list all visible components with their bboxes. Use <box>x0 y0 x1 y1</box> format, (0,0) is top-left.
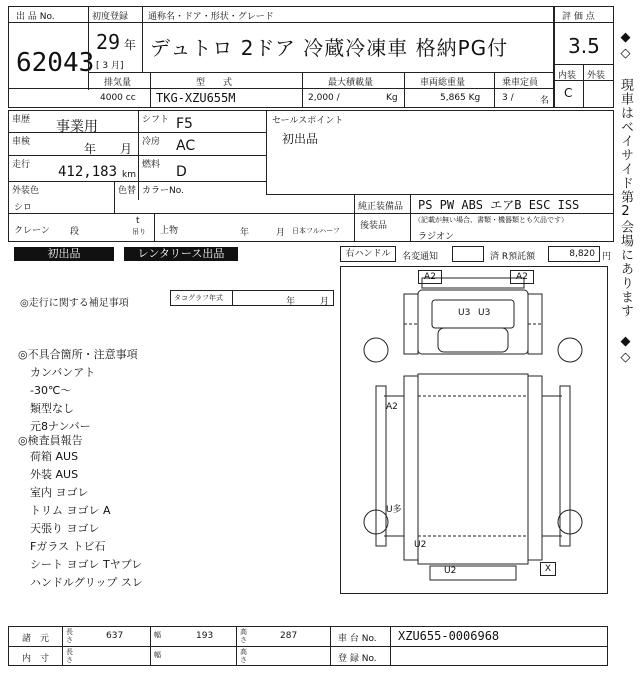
first-reg-year-unit: 年 <box>124 38 137 52</box>
header-line-3 <box>8 88 554 89</box>
height-value: 287 <box>280 631 298 641</box>
lot-label-divider <box>8 22 88 23</box>
damage-mark: A2 <box>418 270 442 284</box>
tachograph-label: タコグラフ年式 <box>174 294 223 302</box>
reg-label: 登 録 No. <box>338 654 377 664</box>
footer-mid <box>8 646 608 647</box>
damage-mark: U2 <box>444 566 457 576</box>
crane-label: クレーン <box>14 226 50 236</box>
standard-equip-value: PS PW ABS エアB ESC ISS <box>418 198 580 212</box>
exterior-label: 外装 <box>587 71 606 81</box>
defect-item: カンバンアト <box>30 366 96 379</box>
recycle-amount: 8,820 <box>548 246 600 262</box>
displacement-label: 排気量 <box>104 78 132 88</box>
rhd-box: 右ハンドル <box>340 246 396 262</box>
fuel-label: 燃料 <box>142 160 161 170</box>
recycle-unit: 円 <box>602 252 612 262</box>
in-width-label: 幅 <box>154 651 161 659</box>
length-label: 長さ <box>66 628 73 644</box>
rating-sub-divider-2 <box>554 80 614 81</box>
lot-divider <box>88 6 89 90</box>
inspector-item: 天張り ヨゴレ <box>30 522 100 535</box>
color-no-label: カラーNo. <box>142 186 184 196</box>
details-line-1 <box>8 132 266 133</box>
inspector-item: 室内 ヨゴレ <box>30 486 89 499</box>
header-line-1 <box>88 22 554 23</box>
type-value: TKG-XZU655M <box>156 91 236 105</box>
f-div-1 <box>150 626 151 666</box>
in-height-label: 高さ <box>240 648 247 664</box>
rental-badge: レンタリース出品 <box>124 247 238 261</box>
mileage-label: 走行 <box>12 160 31 170</box>
capacity-unit: 名 <box>540 96 550 106</box>
ac-value: AC <box>176 138 196 154</box>
h-div-3 <box>404 72 405 108</box>
gross-weight-label: 車両総重量 <box>420 78 466 88</box>
lot-number: 62043 <box>16 48 95 78</box>
defect-item: -30℃～ <box>30 384 72 397</box>
lift-month: 月 <box>276 228 286 238</box>
rating-label-divider <box>554 22 614 23</box>
type-label: 型 式 <box>196 78 233 88</box>
displacement-value: 4000 cc <box>100 93 136 103</box>
dims-label: 諸 元 <box>22 634 50 644</box>
truck-diagram <box>340 266 608 594</box>
height-label: 高さ <box>240 628 247 644</box>
width-label: 幅 <box>154 631 161 639</box>
damage-mark: A2 <box>386 402 398 412</box>
aftermarket-value: ラジオン <box>418 232 455 242</box>
shift-label: シフト <box>142 115 170 125</box>
name-change-box <box>452 246 484 262</box>
crane-div <box>154 213 155 242</box>
history-value: 事業用 <box>56 119 98 135</box>
h-div-2 <box>302 72 303 108</box>
interior-label: 内装 <box>558 71 577 81</box>
tachograph-div <box>232 290 233 306</box>
color-label: 外装色 <box>12 186 40 196</box>
equip-div <box>354 194 355 242</box>
inspector-item: 外装 AUS <box>30 468 79 481</box>
capacity-value: 3 / <box>502 93 514 103</box>
damage-mark: U3 <box>478 308 491 318</box>
model-name: デュトロ 2ドア 冷蔵冷凍車 格納PG付 <box>150 36 509 60</box>
aftermarket-label: 後装品 <box>360 221 388 231</box>
details-div-2 <box>266 110 267 194</box>
first-reg-month: [ 3 月] <box>96 61 124 71</box>
crane-ton: t <box>136 216 140 226</box>
interior-grade: C <box>564 86 573 100</box>
width-value: 193 <box>196 631 214 641</box>
capacity-label: 乗車定員 <box>502 78 539 88</box>
max-load-value: 2,000 / <box>308 93 340 103</box>
mileage-unit: km <box>122 170 136 180</box>
rating-col-divider <box>583 64 584 108</box>
inspector-item: Fガラス トビ石 <box>30 540 106 553</box>
details-line-4 <box>8 213 354 214</box>
recycle-label: 済 R預託額 <box>490 252 536 262</box>
lift-maker: 日本フルハーフ <box>292 227 340 235</box>
details-line-3 <box>8 181 266 182</box>
name-change-label: 名変通知 <box>402 252 439 262</box>
color-value: シロ <box>14 203 33 213</box>
h-div-4 <box>494 72 495 108</box>
color-change-label: 色替 <box>118 186 137 196</box>
tachograph-year: 年 <box>286 297 296 307</box>
h-div-1 <box>150 72 151 108</box>
standard-equip-label: 純正装備品 <box>358 202 404 212</box>
first-reg-year: 29 <box>96 30 121 54</box>
details-line-2 <box>8 155 266 156</box>
chassis-value: XZU655-0006968 <box>398 629 500 643</box>
ac-label: 冷房 <box>142 137 161 147</box>
header-line-2 <box>88 72 554 73</box>
mileage-value: 412,183 <box>58 164 118 180</box>
max-load-unit: Kg <box>386 93 398 103</box>
gross-weight-value: 5,865 Kg <box>440 93 481 103</box>
rating-sub-divider <box>554 64 614 65</box>
inspector-item: シート ヨゴレ Tヤブレ <box>30 558 143 571</box>
aftermarket-note: （記載が無い場合、書類・機器類とも欠品です） <box>414 216 568 224</box>
defects-label: ◎不具合箇所・注意事項 <box>18 348 138 361</box>
damage-mark: U2 <box>414 540 427 550</box>
lot-label: 出 品 No. <box>16 12 55 22</box>
shift-value: F5 <box>176 116 193 132</box>
sales-point-bottom <box>266 194 614 195</box>
f-div-2 <box>236 626 237 666</box>
inspection-label: 車検 <box>12 137 31 147</box>
inspection-month: 月 <box>120 142 133 156</box>
damage-mark: A2 <box>510 270 534 284</box>
sales-point-label: セールスポイント <box>272 116 344 126</box>
f-div-0 <box>62 626 63 666</box>
f-div-4 <box>390 626 391 666</box>
defect-item: 元8ナンバー <box>30 420 91 433</box>
inspector-item: トリム ヨゴレ A <box>30 504 111 517</box>
first-reg-divider <box>142 6 143 72</box>
interior-dims-label: 内 寸 <box>22 654 50 664</box>
equip-col-div <box>410 194 411 242</box>
lift-year: 年 <box>240 228 250 238</box>
lift-label: 上物 <box>160 226 179 236</box>
inspector-item: 荷箱 AUS <box>30 450 79 463</box>
damage-mark: X <box>540 562 556 576</box>
crane-stage: 段 <box>70 227 80 237</box>
location-banner: ◆◇ 現車はベイサイド第2会場にあります ◆◇ <box>618 30 633 366</box>
inspector-item: ハンドルグリップ スレ <box>30 576 143 589</box>
fuel-value: D <box>176 164 187 180</box>
f-div-3 <box>330 626 331 666</box>
in-length-label: 長さ <box>66 648 73 664</box>
equip-line <box>354 213 614 214</box>
tachograph-month: 月 <box>320 297 330 307</box>
rating-label: 評 価 点 <box>562 12 595 22</box>
driving-notes-label: ◎走行に関する補足事項 <box>20 298 129 309</box>
color-div <box>114 181 115 213</box>
inspection-year: 年 <box>84 142 97 156</box>
damage-mark: U3 <box>458 308 471 318</box>
length-value: 637 <box>106 631 124 641</box>
defect-item: 類型なし <box>30 402 74 415</box>
first-listing-badge: 初出品 <box>14 247 114 261</box>
model-label: 通称名・ドア・形状・グレード <box>148 12 274 22</box>
history-label: 車歴 <box>12 115 31 125</box>
max-load-label: 最大積載量 <box>328 78 374 88</box>
damage-mark: U多 <box>386 505 402 515</box>
crane-hang: 吊り <box>132 228 146 236</box>
first-reg-label: 初度登録 <box>92 12 129 22</box>
sales-point-value: 初出品 <box>282 132 319 146</box>
chassis-label: 車 台 No. <box>338 634 377 644</box>
inspector-label: ◎検査員報告 <box>18 434 83 447</box>
rating-value: 3.5 <box>568 34 600 58</box>
